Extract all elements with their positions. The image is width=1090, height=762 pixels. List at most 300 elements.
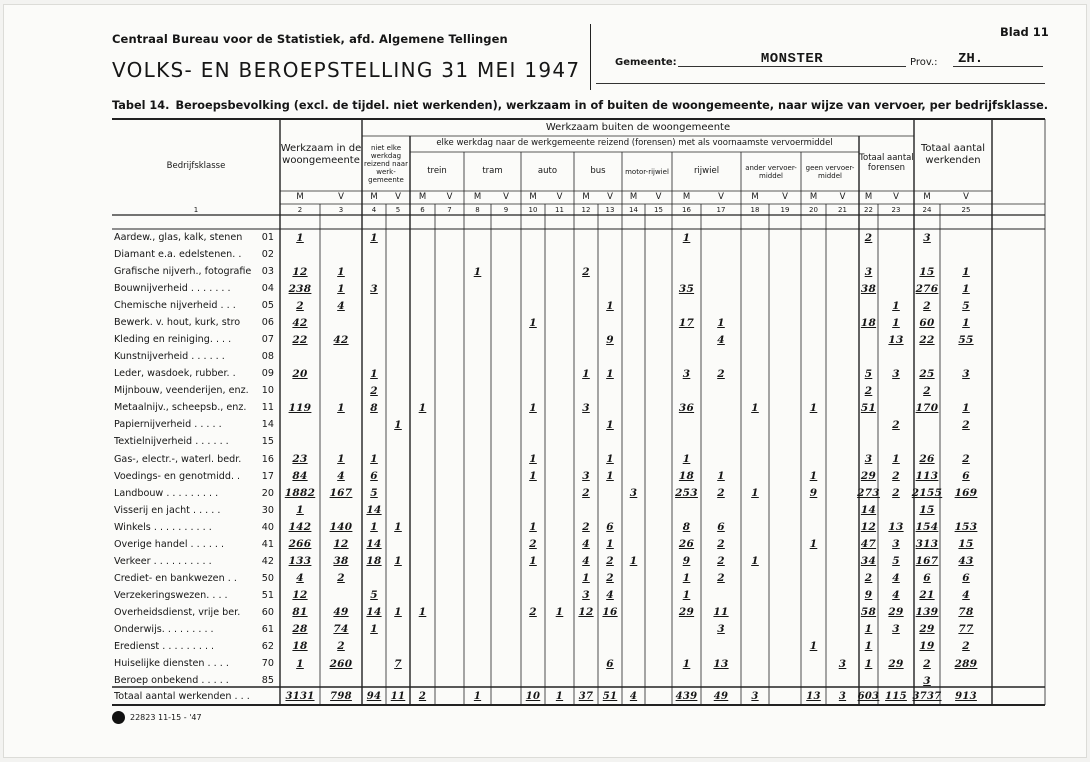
row-name: Bouwnijverheid . . . . . . . (114, 283, 231, 295)
table-cell: 18 (860, 316, 877, 329)
row-name: Diamant e.a. edelstenen. . (114, 249, 242, 261)
table-cell: 14 (366, 538, 382, 551)
header-werkzaam-buiten: Werkzaam buiten de woongemeente (545, 121, 731, 133)
table-cell: 6 (962, 470, 970, 483)
table-cell: 169 (954, 487, 978, 500)
header-elke-werkdag: elke werkdag naar de werkgemeente reizend (forensen) met als voornaamste vervoermiddel (436, 138, 833, 149)
table-number: Tabel 14. (112, 99, 170, 112)
table-cell: 1 (529, 521, 537, 534)
column-number: 11 (555, 205, 564, 214)
table-cell: 1 (370, 231, 378, 244)
total-cell: 913 (955, 691, 977, 702)
column-number: 9 (503, 205, 509, 214)
table-cell: 1 (809, 470, 818, 483)
header-v: V (782, 191, 788, 202)
row-label (114, 570, 274, 587)
row-name: Textielnijverheid . . . . . . (114, 436, 229, 448)
row-label (114, 263, 274, 280)
table-cell: 12 (292, 589, 308, 602)
table-cell: 34 (860, 555, 877, 568)
table-cell: 15 (919, 265, 935, 278)
table-cell: 273 (857, 487, 880, 500)
header-v: V (503, 191, 509, 202)
table-cell: 58 (860, 606, 877, 619)
row-name: Gas-, electr.-, waterl. bedr. (114, 453, 242, 465)
table-cell: 1882 (284, 487, 316, 500)
table-cell: 2 (582, 487, 590, 500)
table-cell: 133 (288, 555, 312, 568)
table-cell: 2 (864, 231, 873, 244)
row-name: Bewerk. v. hout, kurk, stro (114, 317, 241, 329)
header-v: V (655, 191, 662, 202)
row-name: Onderwijs. . . . . . . . . (114, 623, 214, 635)
column-number: 19 (780, 205, 790, 214)
header-m: M (473, 191, 482, 202)
table-cell: 4 (337, 470, 345, 483)
table-cell: 1 (864, 623, 873, 636)
table-cell: 1 (717, 470, 725, 483)
table-cell: 3 (962, 367, 970, 380)
row-name: Kunstnijverheid . . . . . . (114, 351, 225, 363)
table-cell: 14 (366, 504, 382, 517)
table-cell: 1 (582, 572, 590, 585)
table-cell: 142 (288, 521, 312, 534)
header-rijwiel: rijwiel (693, 165, 720, 176)
table-cell: 1 (892, 453, 900, 466)
table-cell: 5 (370, 589, 378, 602)
row-name: Visserij en jacht . . . . . (114, 504, 221, 516)
row-label (114, 399, 274, 416)
row-label (114, 587, 274, 604)
table-cell: 2 (606, 572, 614, 585)
row-name: Verkeer . . . . . . . . . . (114, 555, 212, 567)
table-cell: 1 (418, 401, 427, 414)
table-cell: 2 (962, 640, 970, 653)
table-cell: 170 (915, 401, 939, 414)
table-cell: 3 (582, 470, 590, 483)
table-cell: 1 (337, 282, 345, 295)
header-m: M (418, 191, 427, 202)
table-cell: 25 (919, 367, 935, 380)
table-cell: 313 (915, 538, 939, 551)
table-cell: 2 (864, 572, 873, 585)
header-bus: bus (590, 165, 606, 176)
table-cell: 4 (892, 572, 900, 585)
row-label (114, 502, 274, 519)
table-cell: 13 (888, 521, 904, 534)
row-label (114, 655, 274, 672)
table-cell: 2 (962, 453, 970, 466)
table-cell: 16 (602, 606, 618, 619)
row-code: 61 (261, 623, 274, 635)
table-caption: Beroepsbevolking (excl. de tijdel. niet werkenden), werkzaam in of buiten de woongemeente, naar wijze van vervoer, per bedrijfsklasse. (175, 99, 1049, 112)
total-cell: 3131 (285, 691, 315, 702)
table-cell: 2 (717, 555, 725, 568)
table-cell: 9 (864, 589, 873, 602)
row-code: 15 (261, 436, 274, 448)
table-cell: 35 (678, 282, 695, 295)
header-v: V (395, 191, 401, 202)
table-cell: 19 (919, 640, 935, 653)
row-code: 09 (261, 368, 274, 380)
table-cell: 2 (717, 367, 725, 380)
row-name: Eredienst . . . . . . . . . (114, 640, 215, 652)
table-cell: 1 (337, 265, 345, 278)
table-cell: 4 (582, 555, 590, 568)
table-cell: 1 (296, 231, 304, 244)
header-totaal-forensen: Totaal aantal forensen (859, 153, 914, 173)
column-number: 25 (961, 205, 971, 214)
row-code: 16 (261, 453, 274, 465)
table-cell: 2 (892, 470, 900, 483)
row-name: Grafische nijverh., fotografie (114, 266, 252, 278)
table-cell: 23 (292, 453, 308, 466)
table-cell: 2 (717, 487, 725, 500)
table-cell: 276 (915, 282, 939, 295)
table-cell: 1 (717, 316, 725, 329)
table-cell: 22 (292, 333, 308, 346)
table-cell: 2 (606, 555, 614, 568)
row-name: Voedings- en genotmidd. . (114, 470, 241, 482)
table-cell: 1 (892, 316, 900, 329)
table-cell: 1 (682, 453, 691, 466)
row-label (114, 365, 274, 382)
table-cell: 17 (678, 316, 695, 329)
header-tram: tram (482, 165, 503, 176)
table-cell: 13 (713, 657, 729, 670)
table-cell: 3 (892, 623, 900, 636)
table-cell: 1 (962, 401, 970, 414)
table-cell: 260 (329, 657, 353, 670)
column-number: 8 (475, 205, 480, 214)
table-cell: 266 (288, 538, 312, 551)
row-name: Huiselijke diensten . . . . (114, 658, 229, 669)
column-number: 4 (371, 205, 377, 214)
header-m: M (864, 191, 873, 202)
row-label (114, 382, 274, 399)
header-bedrijfsklasse: Bedrijfsklasse (166, 161, 226, 172)
province-value: ZH. (958, 51, 984, 67)
table-cell: 1 (296, 504, 304, 517)
row-label (114, 519, 274, 536)
table-cell: 1 (751, 401, 759, 414)
table-cell: 36 (678, 401, 695, 414)
table-cell: 81 (292, 606, 308, 619)
table-cell: 3 (582, 589, 590, 602)
row-code: 70 (261, 658, 274, 669)
table-cell: 1 (606, 470, 614, 483)
header-v: V (963, 191, 969, 202)
row-name: Papiernijverheid . . . . . (114, 419, 222, 431)
table-cell: 139 (915, 606, 939, 619)
table-cell: 15 (958, 538, 974, 551)
header-m: M (370, 191, 378, 202)
header-m: M (529, 191, 537, 202)
table-cell: 3 (923, 231, 931, 244)
table-cell: 3 (864, 265, 873, 278)
header-v: V (338, 191, 344, 202)
table-cell: 6 (962, 572, 970, 585)
form-title: VOLKS- EN BEROEPSTELLING 31 MEI 1947 (112, 58, 581, 82)
table-cell: 1 (962, 282, 970, 295)
header-v: V (893, 191, 899, 202)
table-cell: 2 (296, 299, 304, 312)
table-cell: 1 (606, 538, 614, 551)
table-cell: 1 (809, 640, 818, 653)
total-cell: 115 (885, 691, 907, 702)
table-cell: 1 (529, 470, 537, 483)
row-code: 01 (261, 232, 274, 243)
header-ander: ander vervoer-middel (745, 163, 797, 180)
table-cell: 113 (915, 470, 939, 483)
province-label: Prov.: (910, 57, 938, 68)
table-cell: 1 (370, 453, 378, 466)
table-cell: 1 (529, 555, 537, 568)
row-code: 62 (261, 640, 274, 652)
table-cell: 8 (370, 401, 378, 414)
table-cell: 49 (333, 606, 349, 619)
total-cell: 37 (578, 691, 594, 702)
table-cell: 5 (962, 299, 970, 312)
table-cell: 9 (682, 555, 691, 568)
row-label (114, 485, 274, 502)
table-cell: 13 (888, 333, 904, 346)
table-cell: 7 (394, 657, 402, 670)
table-cell: 1 (892, 299, 900, 312)
table-cell: 77 (958, 623, 974, 636)
row-name: Leder, wasdoek, rubber. . (114, 368, 236, 380)
total-cell: 3737 (912, 691, 942, 702)
table-cell: 2 (717, 572, 725, 585)
total-cell: 94 (366, 691, 382, 702)
header-m: M (582, 191, 590, 202)
table-cell: 2 (582, 265, 590, 278)
table-cell: 1 (529, 316, 537, 329)
header-totaal-werkenden: Totaal aantal werkenden (920, 143, 986, 166)
header-m: M (296, 191, 304, 202)
table-cell: 12 (292, 265, 308, 278)
row-label (114, 229, 274, 246)
table-cell: 4 (337, 299, 345, 312)
row-name: Verzekeringswezen. . . . (114, 589, 228, 601)
table-cell: 3 (582, 401, 590, 414)
row-code: 11 (261, 402, 274, 414)
table-cell: 2 (529, 606, 537, 619)
table-cell: 42 (333, 333, 349, 346)
table-cell: 5 (370, 487, 378, 500)
table-cell: 119 (288, 401, 312, 414)
table-cell: 2 (370, 384, 378, 397)
table-cell: 2 (962, 418, 970, 431)
row-name: Overheidsdienst, vrije ber. (114, 606, 241, 618)
column-number: 2 (297, 205, 303, 214)
column-number: 13 (605, 205, 615, 214)
table-cell: 1 (962, 265, 970, 278)
table-cell: 12 (578, 606, 594, 619)
table-cell: 38 (333, 555, 349, 568)
header-v: V (718, 191, 724, 202)
table-cell: 1 (682, 589, 691, 602)
total-cell: 11 (390, 691, 406, 702)
table-cell: 289 (954, 657, 978, 670)
row-name: Aardew., glas, kalk, stenen (114, 232, 243, 243)
row-label (114, 536, 274, 553)
total-cell: 10 (525, 691, 541, 702)
table-cell: 1 (370, 367, 378, 380)
row-label (114, 297, 274, 314)
row-label (114, 451, 274, 468)
table-cell: 253 (675, 487, 698, 500)
table-cell: 1 (682, 231, 691, 244)
table-cell: 8 (682, 521, 691, 534)
table-cell: 1 (809, 538, 818, 551)
table-cell: 3 (923, 674, 931, 687)
column-number: 10 (528, 205, 538, 214)
table-cell: 1 (337, 453, 345, 466)
table-cell: 6 (606, 521, 614, 534)
header-m: M (923, 191, 931, 202)
table-cell: 15 (919, 504, 935, 517)
row-code: 17 (261, 470, 274, 482)
total-cell: 603 (857, 691, 880, 702)
row-label (114, 331, 274, 348)
table-cell: 26 (678, 538, 695, 551)
table-cell: 1 (606, 453, 614, 466)
row-label (114, 433, 274, 450)
total-cell: 1 (473, 691, 482, 702)
table-cell: 84 (292, 470, 308, 483)
table-cell: 26 (919, 453, 935, 466)
table-cell: 1 (370, 623, 378, 636)
row-name: Crediet- en bankwezen . . (114, 572, 237, 584)
table-cell: 18 (678, 470, 695, 483)
table-cell: 154 (915, 521, 939, 534)
row-code: 14 (261, 419, 274, 431)
table-cell: 4 (962, 589, 970, 602)
table-cell: 4 (606, 589, 614, 602)
total-cell: 439 (675, 691, 698, 702)
table-cell: 4 (582, 538, 590, 551)
row-code: 07 (261, 334, 274, 346)
table-cell: 18 (366, 555, 382, 568)
row-name: Overige handel . . . . . . (114, 538, 225, 550)
print-code: 22823 11-15 - '47 (130, 713, 202, 722)
table-cell: 3 (370, 282, 378, 295)
table-cell: 1 (370, 521, 378, 534)
row-code: 08 (261, 351, 274, 363)
row-name: Beroep onbekend . . . . . (114, 675, 229, 687)
table-cell: 1 (809, 401, 818, 414)
row-label (114, 672, 274, 689)
table-cell: 3 (717, 623, 725, 636)
sheet-number: Blad 11 (1000, 25, 1049, 39)
column-number: 14 (629, 205, 638, 214)
header-geen: geen vervoer-middel (805, 163, 855, 180)
table-cell: 3 (838, 657, 847, 670)
table-cell: 42 (292, 316, 308, 329)
table-cell: 1 (962, 316, 970, 329)
header-motorrijwiel: motor-rijwiel (625, 167, 669, 176)
row-code: 40 (261, 521, 274, 533)
total-cell: 4 (629, 691, 638, 702)
table-cell: 167 (915, 555, 939, 568)
row-label (114, 638, 274, 655)
table-cell: 4 (717, 333, 725, 346)
row-code: 02 (261, 249, 274, 261)
table-cell: 20 (292, 367, 308, 380)
table-cell: 3 (629, 487, 638, 500)
row-code: 05 (261, 300, 274, 312)
row-label (114, 604, 274, 621)
row-label (114, 468, 274, 485)
row-name: Metaalnijv., scheepsb., enz. (114, 402, 247, 414)
row-code: 03 (261, 266, 274, 278)
row-label (114, 314, 274, 331)
row-name: Winkels . . . . . . . . . . (114, 521, 212, 533)
column-number: 22 (864, 205, 873, 214)
table-cell: 51 (860, 401, 877, 414)
table-cell: 29 (888, 606, 904, 619)
table-cell: 1 (682, 657, 691, 670)
row-code: 04 (261, 283, 274, 295)
total-label (114, 688, 274, 705)
row-label (114, 416, 274, 433)
column-number: 23 (891, 205, 901, 214)
table-cell: 140 (329, 521, 353, 534)
table-cell: 29 (888, 657, 904, 670)
total-cell: 51 (602, 691, 618, 702)
row-name: Mijnbouw, veenderijen, enz. (114, 385, 249, 397)
column-number: 5 (395, 205, 401, 214)
cbs-logo-icon (112, 711, 125, 724)
table-cell: 1 (629, 555, 638, 568)
header-auto: auto (537, 165, 558, 176)
total-cell: 2 (418, 691, 427, 702)
table-cell: 6 (717, 521, 725, 534)
row-label (114, 246, 274, 263)
row-code: 42 (261, 555, 274, 567)
table-cell: 74 (333, 623, 349, 636)
table-cell: 2 (717, 538, 725, 551)
row-label (114, 348, 274, 365)
table-cell: 2 (864, 384, 873, 397)
row-name: Landbouw . . . . . . . . . (114, 487, 219, 499)
header-v: V (839, 191, 846, 202)
table-cell: 12 (860, 521, 877, 534)
header-m: M (682, 191, 691, 202)
table-cell: 1 (394, 418, 402, 431)
print-stamp (112, 711, 202, 724)
total-cell: 49 (713, 691, 729, 702)
table-cell: 5 (864, 367, 873, 380)
table-cell: 3 (892, 538, 900, 551)
table-cell: 2 (582, 521, 590, 534)
table-cell: 28 (292, 623, 308, 636)
header-v: V (446, 191, 453, 202)
header-trein: trein (427, 165, 447, 176)
table-cell: 1 (394, 521, 402, 534)
total-cell: 1 (555, 691, 564, 702)
table-cell: 2 (892, 487, 900, 500)
table-cell: 3 (864, 453, 873, 466)
table-cell: 3 (892, 367, 900, 380)
table-cell: 1 (864, 657, 873, 670)
column-number: 17 (716, 205, 726, 214)
row-code: 30 (261, 504, 274, 516)
row-code: 60 (261, 606, 274, 618)
table-cell: 1 (529, 401, 537, 414)
table-cell: 153 (954, 521, 978, 534)
